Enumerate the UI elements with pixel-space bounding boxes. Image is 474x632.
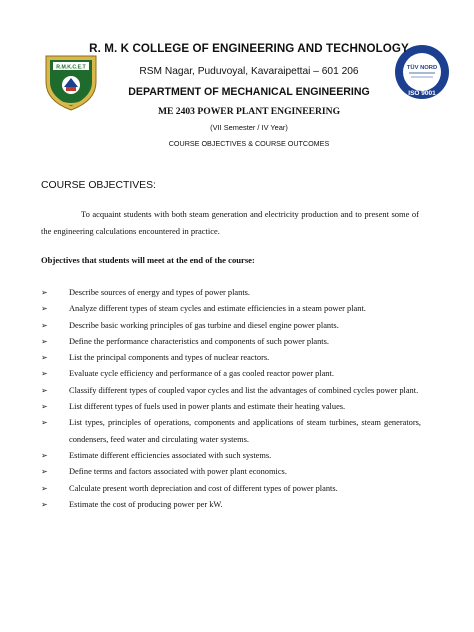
arrow-bullet-icon: ➢ [41,499,48,509]
objective-text: Describe basic working principles of gas turbine and diesel engine power plants. [69,320,339,330]
objective-text: List the principal components and types of nuclear reactors. [69,353,270,363]
arrow-bullet-icon: ➢ [41,385,48,395]
list-item [41,481,421,497]
course-title: ME 2403 POWER PLANT ENGINEERING [157,106,341,117]
objective-text: List types, principles of operations, components and applications of steam turbines, steam generators, condensers, feed water and circulating water systems. [69,418,421,444]
svg-text:TÜV NORD: TÜV NORD [406,65,438,71]
objective-text: Evaluate cycle efficiency and performance of a gas cooled reactor power plant. [69,369,334,379]
intro-paragraph: To acquaint students with both steam generation and electricity production and to present some of the engineering calculations encountered in practice. [41,209,419,236]
semester-info: (VII Semester / IV Year) [210,123,288,132]
college-address: RSM Nagar, Puduvoyal, Kavaraipettai – 601 206 [139,66,359,77]
list-item [41,366,421,382]
arrow-bullet-icon: ➢ [41,483,48,493]
list-item [41,383,421,399]
objective-text: Estimate different efficiencies associated with such systems. [69,450,272,460]
department-name: DEPARTMENT OF MECHANICAL ENGINEERING [128,86,370,98]
list-item [41,301,421,317]
list-item [41,285,421,301]
arrow-bullet-icon: ➢ [41,320,48,330]
list-item [41,464,421,480]
list-item [41,318,421,334]
svg-text:R.M.K.C.E.T: R.M.K.C.E.T [56,64,86,71]
objective-text: Calculate present worth depreciation and cost of different types of power plants. [69,483,338,493]
objective-text: Describe sources of energy and types of power plants. [69,288,251,297]
arrow-bullet-icon: ➢ [41,353,48,363]
list-item [41,334,421,350]
section-title: COURSE OBJECTIVES: [41,180,156,191]
college-crest-logo [42,52,100,112]
objectives-heading: Objectives that students will meet at the end of the course: [41,255,255,265]
objectives-list [41,285,421,513]
arrow-bullet-icon: ➢ [41,336,48,346]
college-name: R. M. K COLLEGE OF ENGINEERING AND TECHNOLOGY [89,42,409,55]
objective-text: Classify different types of coupled vapor cycles and list the advantages of combined cycles power plant. [69,385,419,395]
arrow-bullet-icon: ➢ [41,288,48,297]
arrow-bullet-icon: ➢ [41,304,48,314]
arrow-bullet-icon: ➢ [41,467,48,477]
objective-text: Define the performance characteristics and components of such power plants. [69,336,329,346]
arrow-bullet-icon: ➢ [41,369,48,379]
list-item [41,399,421,415]
objective-text: Estimate the cost of producing power per kW. [69,499,223,509]
list-item [41,497,421,513]
arrow-bullet-icon: ➢ [41,418,48,428]
objective-text: Define terms and factors associated with power plant economics. [69,467,287,477]
objective-text: List different types of fuels used in power plants and estimate their heating values. [69,402,346,412]
document-subtitle: COURSE OBJECTIVES & COURSE OUTCOMES [168,139,330,148]
list-item [41,350,421,366]
arrow-bullet-icon: ➢ [41,450,48,460]
svg-text:ISO 9001: ISO 9001 [408,90,436,97]
list-item [41,448,421,464]
arrow-bullet-icon: ➢ [41,402,48,412]
objective-text: Analyze different types of steam cycles and estimate efficiencies in a steam power plant. [69,304,366,314]
list-item [41,415,421,448]
